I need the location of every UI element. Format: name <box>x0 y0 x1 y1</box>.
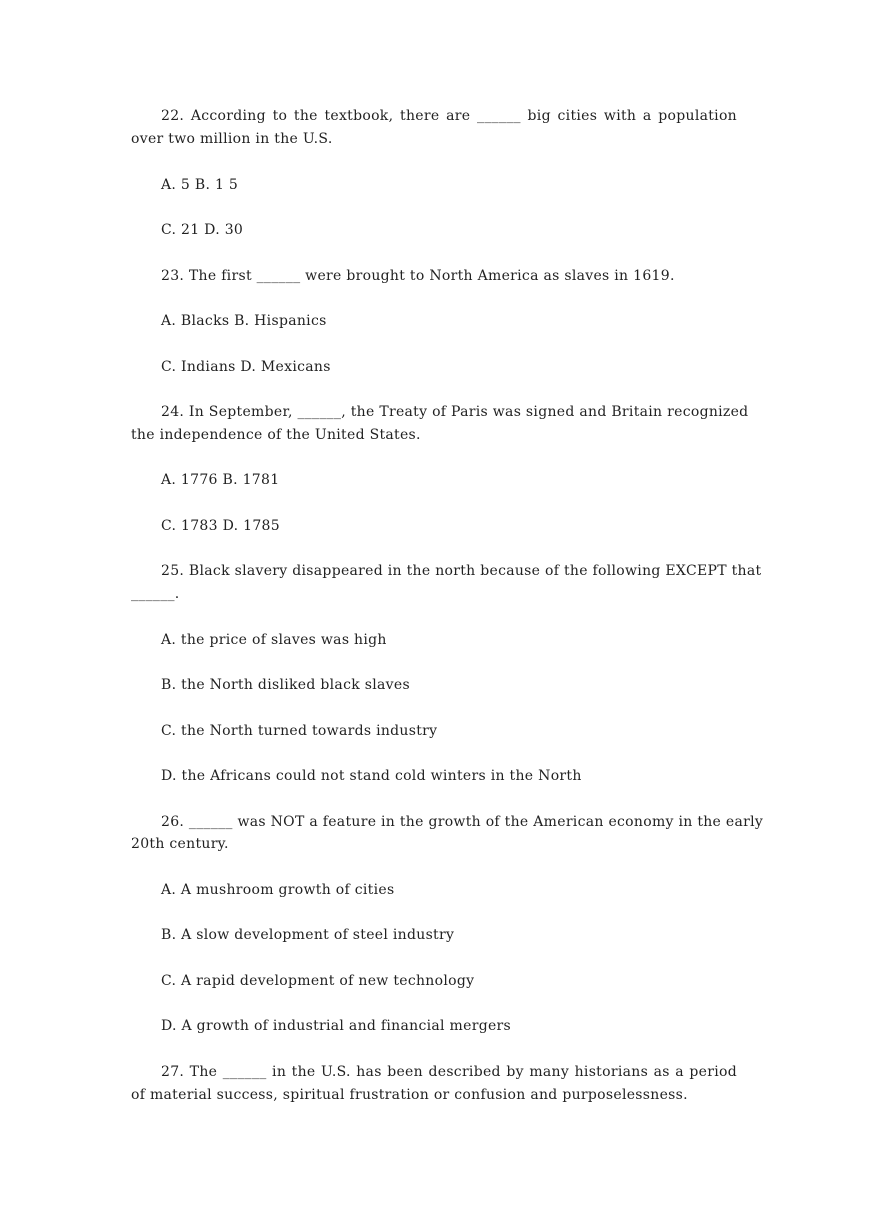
question-26-option-b: B. A slow development of steel industry <box>161 927 455 943</box>
question-22-option-row-1: A. 5 B. 1 5 <box>161 177 239 193</box>
question-23-option-row-1: A. Blacks B. Hispanics <box>161 313 327 329</box>
question-24-stem-line-1: 24. In September, ______, the Treaty of Paris was signed and Britain recognized <box>161 404 749 420</box>
question-24-stem-line-2: the independence of the United States. <box>131 427 421 443</box>
question-23-stem-line-1: 23. The first ______ were brought to North America as slaves in 1619. <box>161 268 675 284</box>
question-25-stem-line-1: 25. Black slavery disappeared in the north because of the following EXCEPT that <box>161 563 762 579</box>
question-22-stem-line-1: 22. According to the textbook, there are ______ big cities with a population <box>161 108 737 124</box>
question-24-option-row-2: C. 1783 D. 1785 <box>161 518 280 534</box>
question-26-option-a: A. A mushroom growth of cities <box>161 882 395 898</box>
question-23-option-row-2: C. Indians D. Mexicans <box>161 359 331 375</box>
question-25-option-b: B. the North disliked black slaves <box>161 677 410 693</box>
question-25-option-d: D. the Africans could not stand cold winters in the North <box>161 768 582 784</box>
question-26-stem-line-1: 26. ______ was NOT a feature in the growth of the American economy in the early <box>161 814 764 830</box>
question-26-stem-line-2: 20th century. <box>131 836 229 852</box>
question-26-option-c: C. A rapid development of new technology <box>161 973 475 989</box>
question-27-stem-line-1: 27. The ______ in the U.S. has been described by many historians as a period <box>161 1064 737 1080</box>
question-22-stem-line-2: over two million in the U.S. <box>131 131 333 147</box>
question-25-option-c: C. the North turned towards industry <box>161 723 438 739</box>
question-22-option-row-2: C. 21 D. 30 <box>161 222 244 238</box>
question-25-stem-line-2: ______. <box>131 586 180 602</box>
question-25-option-a: A. the price of slaves was high <box>161 632 387 648</box>
question-24-option-row-1: A. 1776 B. 1781 <box>161 472 280 488</box>
question-27-stem-line-2: of material success, spiritual frustration or confusion and purposelessness. <box>131 1087 688 1103</box>
question-26-option-d: D. A growth of industrial and financial mergers <box>161 1018 512 1034</box>
